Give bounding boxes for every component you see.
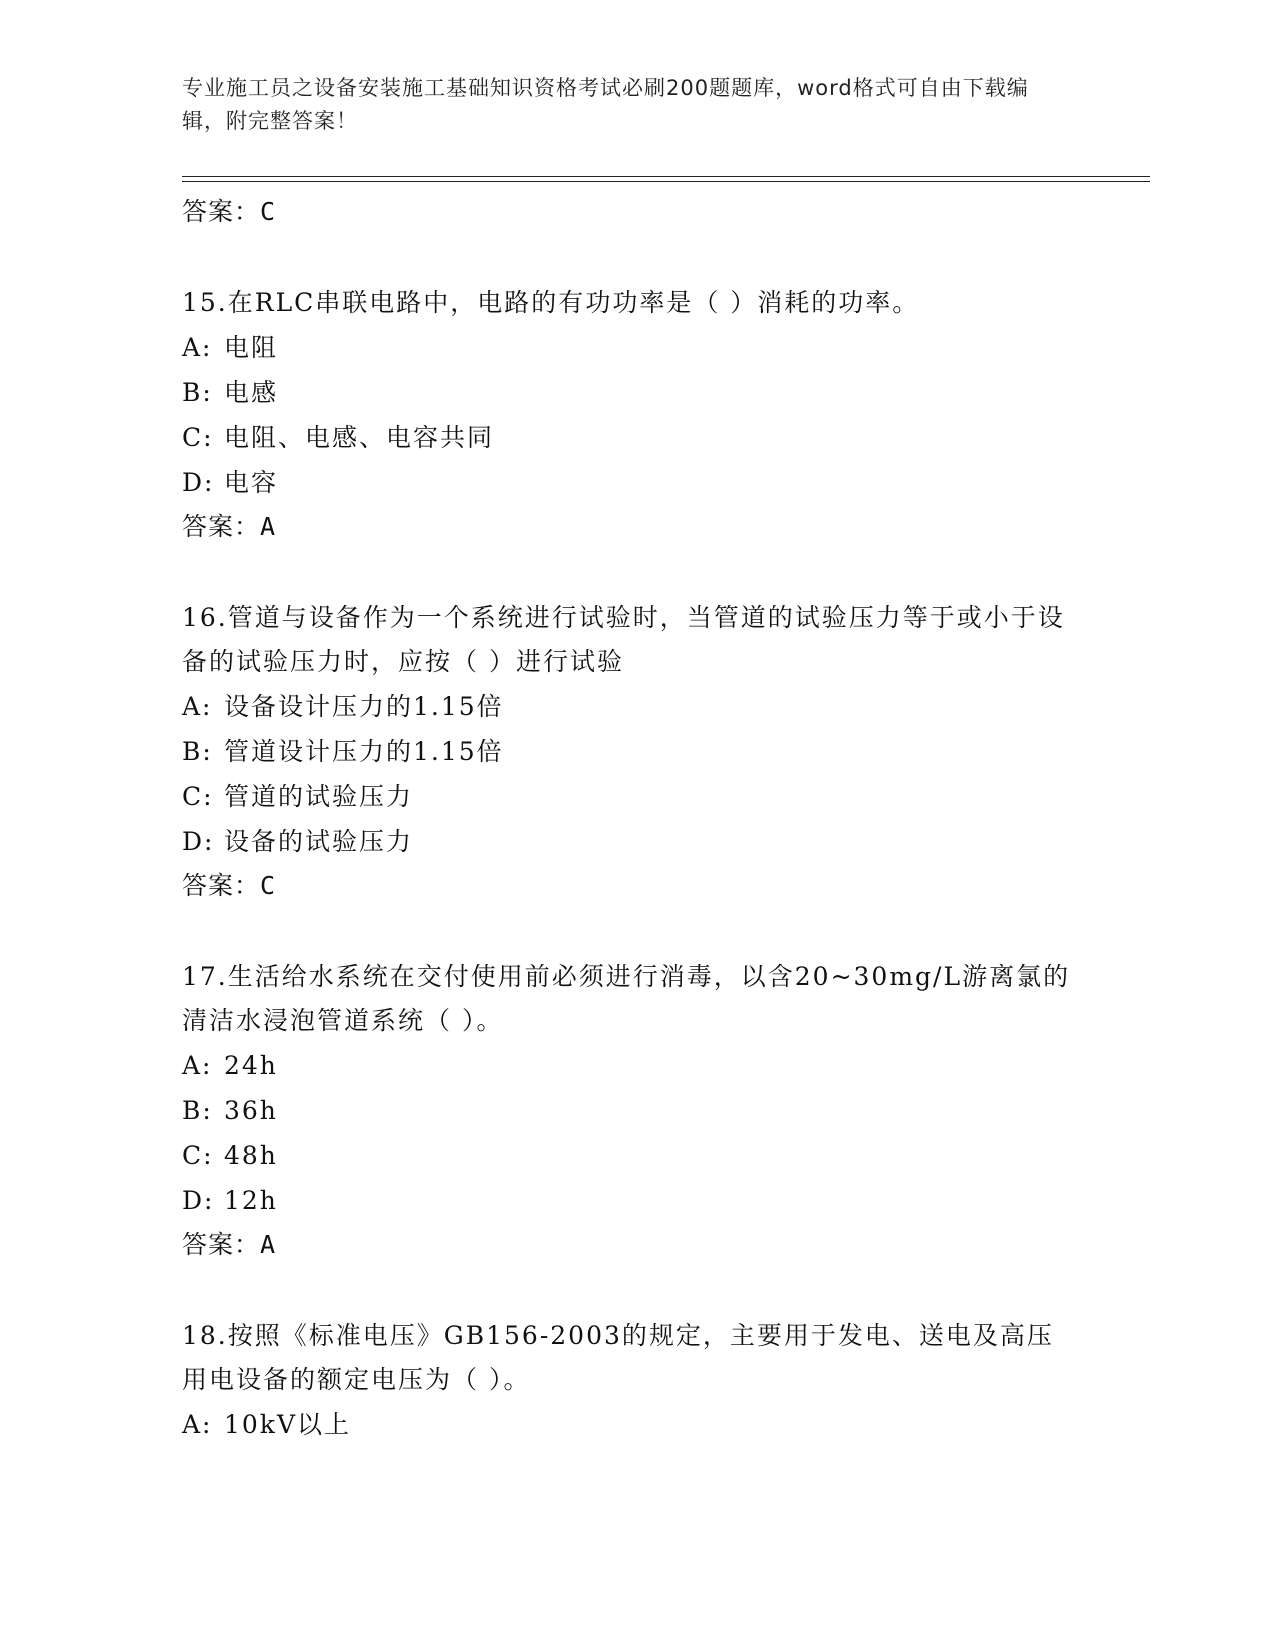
option-text: 电阻、电感、电容共同 — [224, 423, 495, 452]
option-text: 电容 — [224, 468, 279, 497]
option-text: 设备的试验压力 — [224, 827, 414, 856]
answer-value: A — [260, 512, 277, 541]
option-a — [182, 684, 1072, 729]
option-letter: D: — [182, 1186, 215, 1215]
question-block — [182, 955, 1072, 1267]
answer-label: 答案： — [182, 871, 261, 900]
answer-value: C — [260, 197, 277, 226]
option-c — [182, 774, 1072, 819]
option-letter: C: — [182, 423, 214, 452]
answer-label: 答案： — [182, 197, 261, 226]
answer-line — [182, 1223, 1072, 1267]
option-letter: C: — [182, 1141, 214, 1170]
question-text: 18.按照《标准电压》GB156-2003的规定，主要用于发电、送电及高压用电设备的额定电压为（ ）。 — [182, 1321, 1054, 1394]
option-text: 12h — [224, 1186, 278, 1215]
option-c — [182, 1133, 1072, 1178]
option-letter: B: — [182, 737, 213, 766]
option-d — [182, 1178, 1072, 1223]
option-letter: A: — [182, 692, 213, 721]
option-letter: B: — [182, 1096, 213, 1125]
question-text: 17.生活给水系统在交付使用前必须进行消毒，以含20~30mg/L游离氯的清洁水浸泡管道系统（ ）。 — [182, 962, 1071, 1035]
option-text: 设备设计压力的1.15倍 — [224, 692, 504, 721]
option-b — [182, 729, 1072, 774]
option-text: 管道的试验压力 — [224, 782, 414, 811]
header-text: 专业施工员之设备安装施工基础知识资格考试必刷200题题库，word格式可自由下载编辑，附完整答案！ — [182, 76, 1029, 133]
answer-line — [182, 190, 1072, 234]
option-text: 36h — [224, 1096, 278, 1125]
answer-label: 答案： — [182, 1230, 261, 1259]
option-d — [182, 819, 1072, 864]
spacer — [182, 908, 1072, 955]
option-a — [182, 325, 1072, 370]
question-block — [182, 596, 1072, 908]
option-d — [182, 460, 1072, 505]
option-a — [182, 1402, 1072, 1447]
answer-value: A — [260, 1230, 277, 1259]
question-text: 16.管道与设备作为一个系统进行试验时，当管道的试验压力等于或小于设备的试验压力时，应按（ ）进行试验 — [182, 603, 1065, 676]
option-text: 电阻 — [224, 333, 279, 362]
spacer — [182, 234, 1072, 281]
header-divider-bottom — [182, 181, 1150, 182]
header-divider-top — [182, 176, 1150, 177]
answer-label: 答案： — [182, 512, 261, 541]
option-text: 24h — [224, 1051, 278, 1080]
option-letter: A: — [182, 1051, 213, 1080]
option-letter: C: — [182, 782, 214, 811]
option-a — [182, 1043, 1072, 1088]
option-b — [182, 370, 1072, 415]
document-header — [182, 72, 1062, 138]
answer-line — [182, 864, 1072, 908]
question-list — [182, 190, 1072, 1447]
question-block — [182, 1314, 1072, 1447]
option-text: 管道设计压力的1.15倍 — [224, 737, 504, 766]
option-letter: B: — [182, 378, 213, 407]
spacer — [182, 1267, 1072, 1314]
option-text: 10kV以上 — [224, 1410, 352, 1439]
question-block — [182, 281, 1072, 549]
option-letter: D: — [182, 827, 215, 856]
answer-line — [182, 505, 1072, 549]
option-text: 电感 — [224, 378, 279, 407]
option-b — [182, 1088, 1072, 1133]
spacer — [182, 549, 1072, 596]
option-c — [182, 415, 1072, 460]
answer-value: C — [260, 871, 277, 900]
option-letter: D: — [182, 468, 215, 497]
option-letter: A: — [182, 1410, 213, 1439]
question-text: 15.在RLC串联电路中，电路的有功功率是（ ）消耗的功率。 — [182, 288, 920, 317]
option-text: 48h — [224, 1141, 278, 1170]
option-letter: A: — [182, 333, 213, 362]
